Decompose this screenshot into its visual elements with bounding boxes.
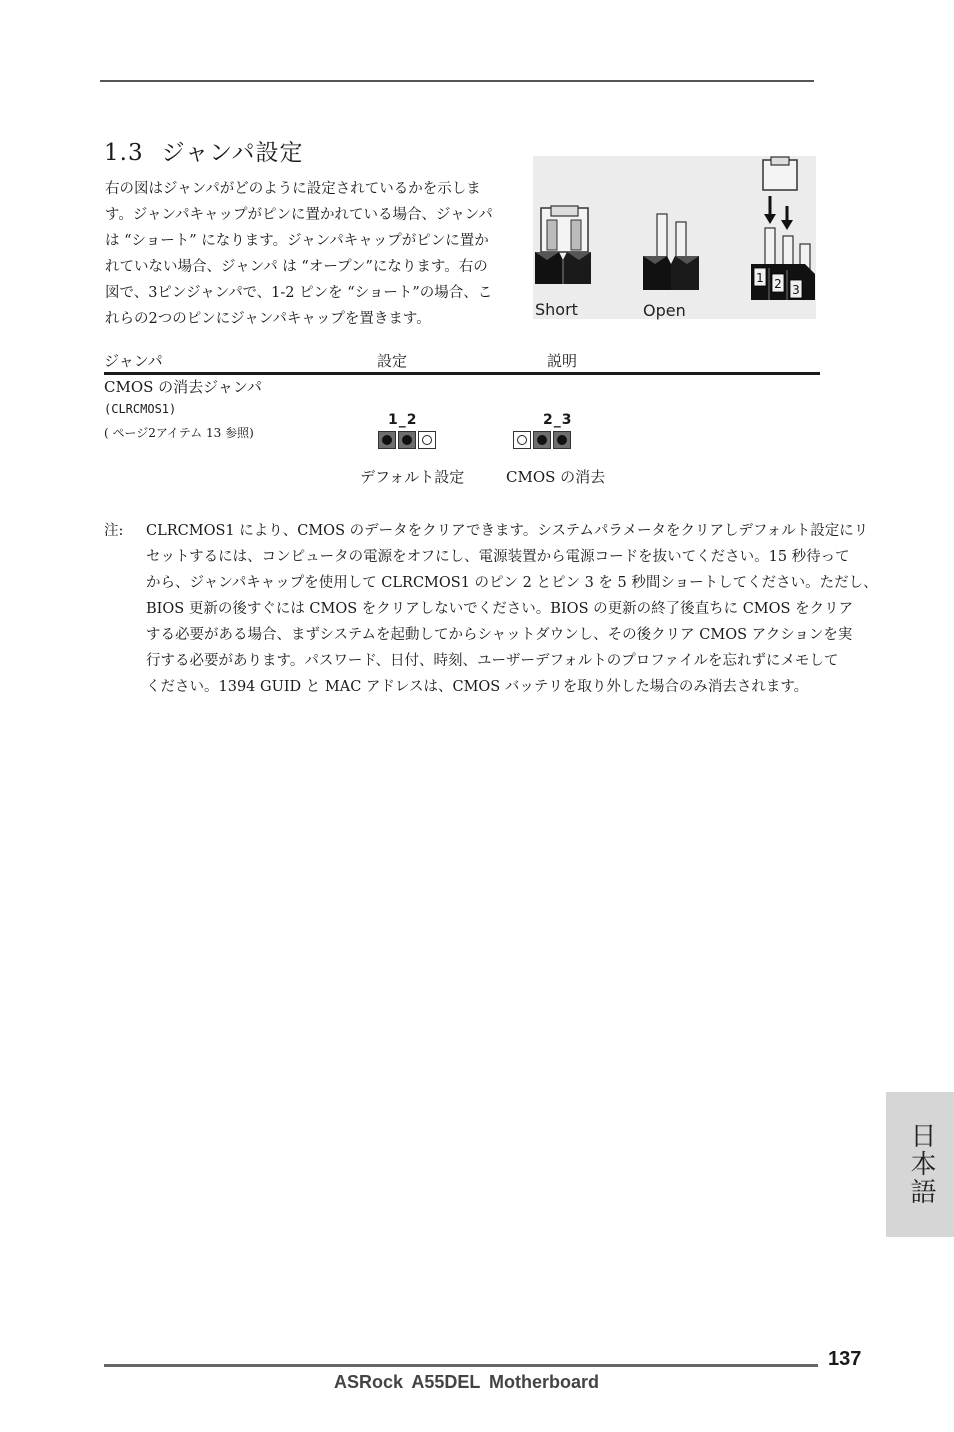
pin-2-shorted bbox=[398, 431, 416, 449]
header-description: 説明 bbox=[547, 352, 578, 370]
page-number: 137 bbox=[828, 1348, 862, 1370]
jumper-illustration-svg bbox=[533, 156, 816, 319]
pin-1-shorted bbox=[378, 431, 396, 449]
bottom-rule bbox=[104, 1364, 818, 1367]
note-line: ください。1394 GUID と MAC アドレスは、CMOS バッテリを取り外した場合のみ消去されます。 bbox=[146, 679, 809, 695]
section-number: 1.3 bbox=[104, 140, 144, 166]
setting-clear-cmos bbox=[513, 412, 573, 449]
short-jumper-diagram bbox=[535, 206, 591, 284]
jumper-reference: ( ページ2アイテム 13 参照) bbox=[104, 426, 254, 440]
note-line: CLRCMOS1 により、CMOS のデータをクリアできます。システムパラメータをクリアしデフォルト設定にリ bbox=[146, 523, 869, 539]
note-mark: 注: bbox=[104, 523, 124, 539]
top-rule bbox=[100, 80, 814, 82]
language-tab bbox=[886, 1092, 954, 1237]
pins-label-clear: 2_3 bbox=[543, 412, 573, 428]
intro-line: は “ショート” になります。ジャンパキャップがピンに置か bbox=[105, 233, 489, 249]
pin-number-1: 1 bbox=[756, 271, 764, 285]
setting-default bbox=[378, 412, 438, 449]
table-header-rule bbox=[104, 372, 820, 375]
intro-line: れらの2つのピンにジャンパキャップを置きます。 bbox=[105, 311, 431, 327]
pin-3-open bbox=[418, 431, 436, 449]
header-setting: 設定 bbox=[377, 352, 408, 370]
caption-clear-cmos: CMOS の消去 bbox=[506, 468, 606, 486]
note-body bbox=[146, 518, 878, 700]
language-tab-text: 日本語 bbox=[906, 1122, 936, 1206]
pin-header-default bbox=[378, 431, 438, 449]
short-label: Short bbox=[535, 300, 578, 319]
footer-product: ASRock A55DEL Motherboard bbox=[334, 1372, 600, 1392]
pin-number-3: 3 bbox=[792, 283, 800, 297]
open-jumper-diagram bbox=[643, 214, 699, 290]
intro-line: 図で、3ピンジャンパで、1-2 ピンを “ショート”の場合、こ bbox=[105, 285, 493, 301]
pin-2-shorted bbox=[533, 431, 551, 449]
pin-3-shorted bbox=[553, 431, 571, 449]
caption-default: デフォルト設定 bbox=[360, 468, 465, 486]
note-line: 行する必要があります。パスワード、日付、時刻、ユーザーデフォルトのプロファイルを忘れずにメモして bbox=[146, 653, 839, 669]
pin-header-clear bbox=[513, 431, 573, 449]
pin-1-open bbox=[513, 431, 531, 449]
note-line: する必要がある場合、まずシステムを起動してからシャットダウンし、その後クリア CMOS アクションを実 bbox=[146, 627, 853, 643]
section-title bbox=[104, 134, 304, 167]
open-label: Open bbox=[643, 301, 686, 320]
intro-line: れていない場合、ジャンパ は “オープン”になります。右の bbox=[105, 259, 488, 275]
section-title-text: ジャンパ設定 bbox=[161, 140, 304, 166]
pins-label-default: 1_2 bbox=[388, 412, 418, 428]
intro-paragraph bbox=[105, 176, 515, 332]
jumper-illustration bbox=[533, 156, 816, 319]
note-line: BIOS 更新の後すぐには CMOS をクリアしないでください。BIOS の更新の終了後直ちに CMOS をクリア bbox=[146, 601, 854, 617]
note-line: セットするには、コンピュータの電源をオフにし、電源装置から電源コードを抜いてください。15 秒待って bbox=[146, 549, 850, 565]
header-jumper: ジャンパ bbox=[104, 352, 163, 370]
pin-number-2: 2 bbox=[774, 277, 782, 291]
intro-line: す。ジャンパキャップがピンに置かれている場合、ジャンパ bbox=[105, 207, 493, 223]
jumper-id: (CLRCMOS1) bbox=[104, 402, 177, 416]
note-line: から、ジャンパキャップを使用して CLRCMOS1 のピン 2 とピン 3 を 5 秒間ショートしてください。ただし、 bbox=[146, 575, 878, 591]
intro-line: 右の図はジャンパがどのように設定されているかを示しま bbox=[105, 181, 481, 197]
note-block bbox=[104, 518, 878, 700]
three-pin-jumper-diagram bbox=[751, 157, 815, 300]
jumper-name: CMOS の消去ジャンパ bbox=[104, 378, 262, 396]
